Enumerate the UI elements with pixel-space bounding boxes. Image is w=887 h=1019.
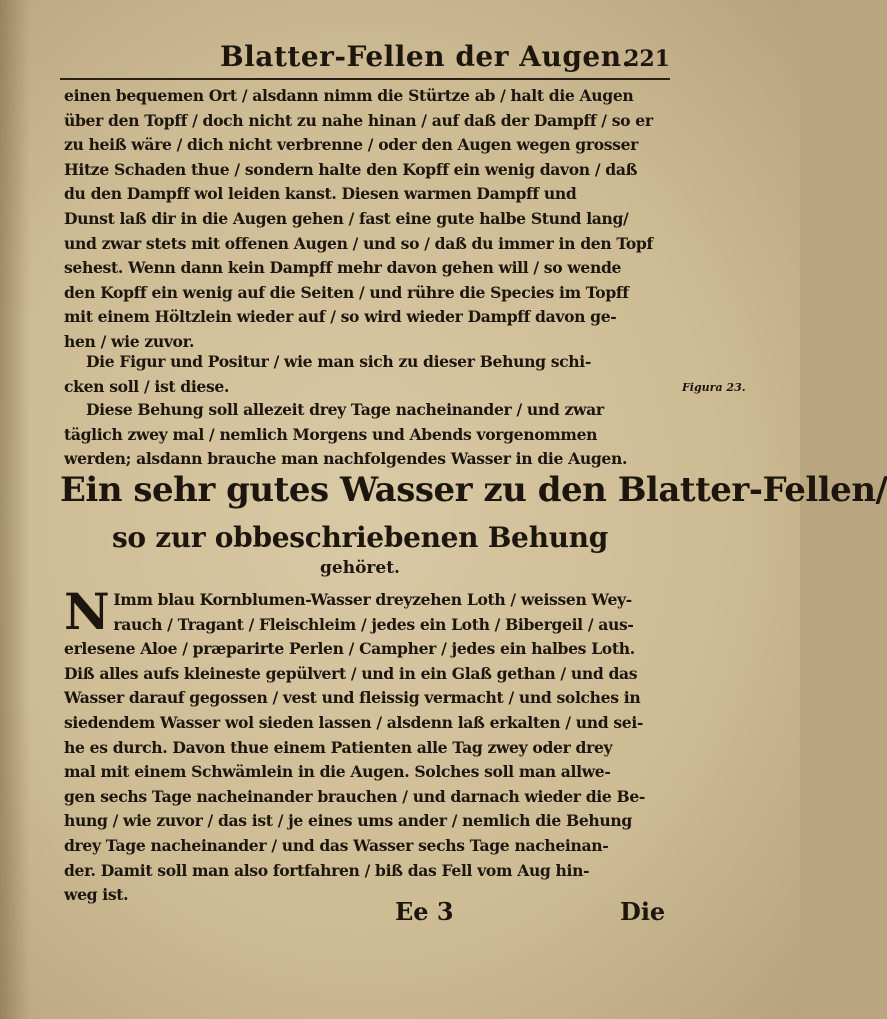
drop-cap: N [64,582,110,641]
text-line: gen sechs Tage nacheinander brauchen / und darnach wieder die Be- [64,786,646,806]
text-line: werden; alsdann brauche man nachfolgendes Wasser in die Augen. [64,449,628,469]
text-line: sehest. Wenn dann kein Dampff mehr davon gehen will / so wende [64,258,622,278]
section-subheading: so zur obbeschriebenen Behung [111,521,609,554]
text-line: erlesene Aloe / præparirte Perlen / Campher / jedes ein halbes Loth. [64,639,635,659]
text-line: Diese Behung soll allezeit drey Tage nacheinander / und zwar [86,400,604,419]
section-heading-tail: gehöret. [320,558,400,578]
text-line: Dunst laß dir in die Augen gehen / fast eine gute halbe Stund lang/ [64,208,629,228]
paragraph-4 [64,582,670,908]
text-line: rauch / Tragant / Fleischleim / jedes ein Loth / Bibergeil / aus- [113,614,634,634]
paragraph-3 [64,398,670,472]
text-line: cken soll / ist diese. [64,376,230,396]
page-header [60,36,670,80]
text-line: Hitze Schaden thue / sondern halte den Kopff ein wenig davon / daß [64,159,638,179]
running-title: Blatter-Fellen der Augen. [220,40,632,73]
text-line: hen / wie zuvor. [64,331,195,351]
paragraph-1 [64,84,670,355]
text-line: Diß alles aufs kleineste gepülvert / und in ein Glaß gethan / und das [64,663,638,683]
text-line: hung / wie zuvor / das ist / je eines ums ander / nemlich die Behung [64,811,632,831]
text-line: einen bequemen Ort / alsdann nimm die Stürtze ab / halt die Augen [64,86,634,105]
text-line: zu heiß wäre / dich nicht verbrenne / oder den Augen wegen grosser [64,135,639,155]
section-heading: Ein sehr gutes Wasser zu den Blatter-Fellen/ [60,470,887,510]
text-line: du den Dampff wol leiden kanst. Diesen warmen Dampff und [64,184,577,204]
text-line: he es durch. Davon thue einem Patienten alle Tag zwey oder drey [64,737,613,757]
header-rule [60,78,670,80]
text-line: mal mit einem Schwämlein in die Augen. Solches soll man allwe- [64,762,611,782]
catchword: Die [620,897,666,926]
paragraph-2 [64,350,670,399]
text-line: und zwar stets mit offenen Augen / und so / daß du immer in den Topf [64,233,653,253]
text-line: über den Topff / doch nicht zu nahe hinan / auf daß der Dampff / so er [64,110,653,130]
text-line: Imm blau Kornblumen-Wasser dreyzehen Loth / weissen Wey- [113,590,632,609]
text-line: Wasser darauf gegossen / vest und fleissig vermacht / und solches in [64,688,641,708]
page-number: 221 [624,46,670,72]
text-line: drey Tage nacheinander / und das Wasser sechs Tage nacheinan- [64,835,609,855]
text-line: mit einem Höltzlein wieder auf / so wird wieder Dampff davon ge- [64,307,617,327]
margin-note: Figura 23. [682,381,746,394]
signature-mark: Ee 3 [395,897,454,926]
text-line: Die Figur und Positur / wie man sich zu dieser Behung schi- [86,352,591,371]
text-line: siedendem Wasser wol sieden lassen / alsdenn laß erkalten / und sei- [64,712,644,732]
text-line: täglich zwey mal / nemlich Morgens und Abends vorgenommen [64,424,598,444]
text-line: weg ist. [64,885,129,905]
text-line: der. Damit soll man also fortfahren / biß das Fell vom Aug hin- [64,860,590,880]
gutter-shadow [0,0,30,1019]
text-line: den Kopff ein wenig auf die Seiten / und rühre die Species im Topff [64,282,629,302]
